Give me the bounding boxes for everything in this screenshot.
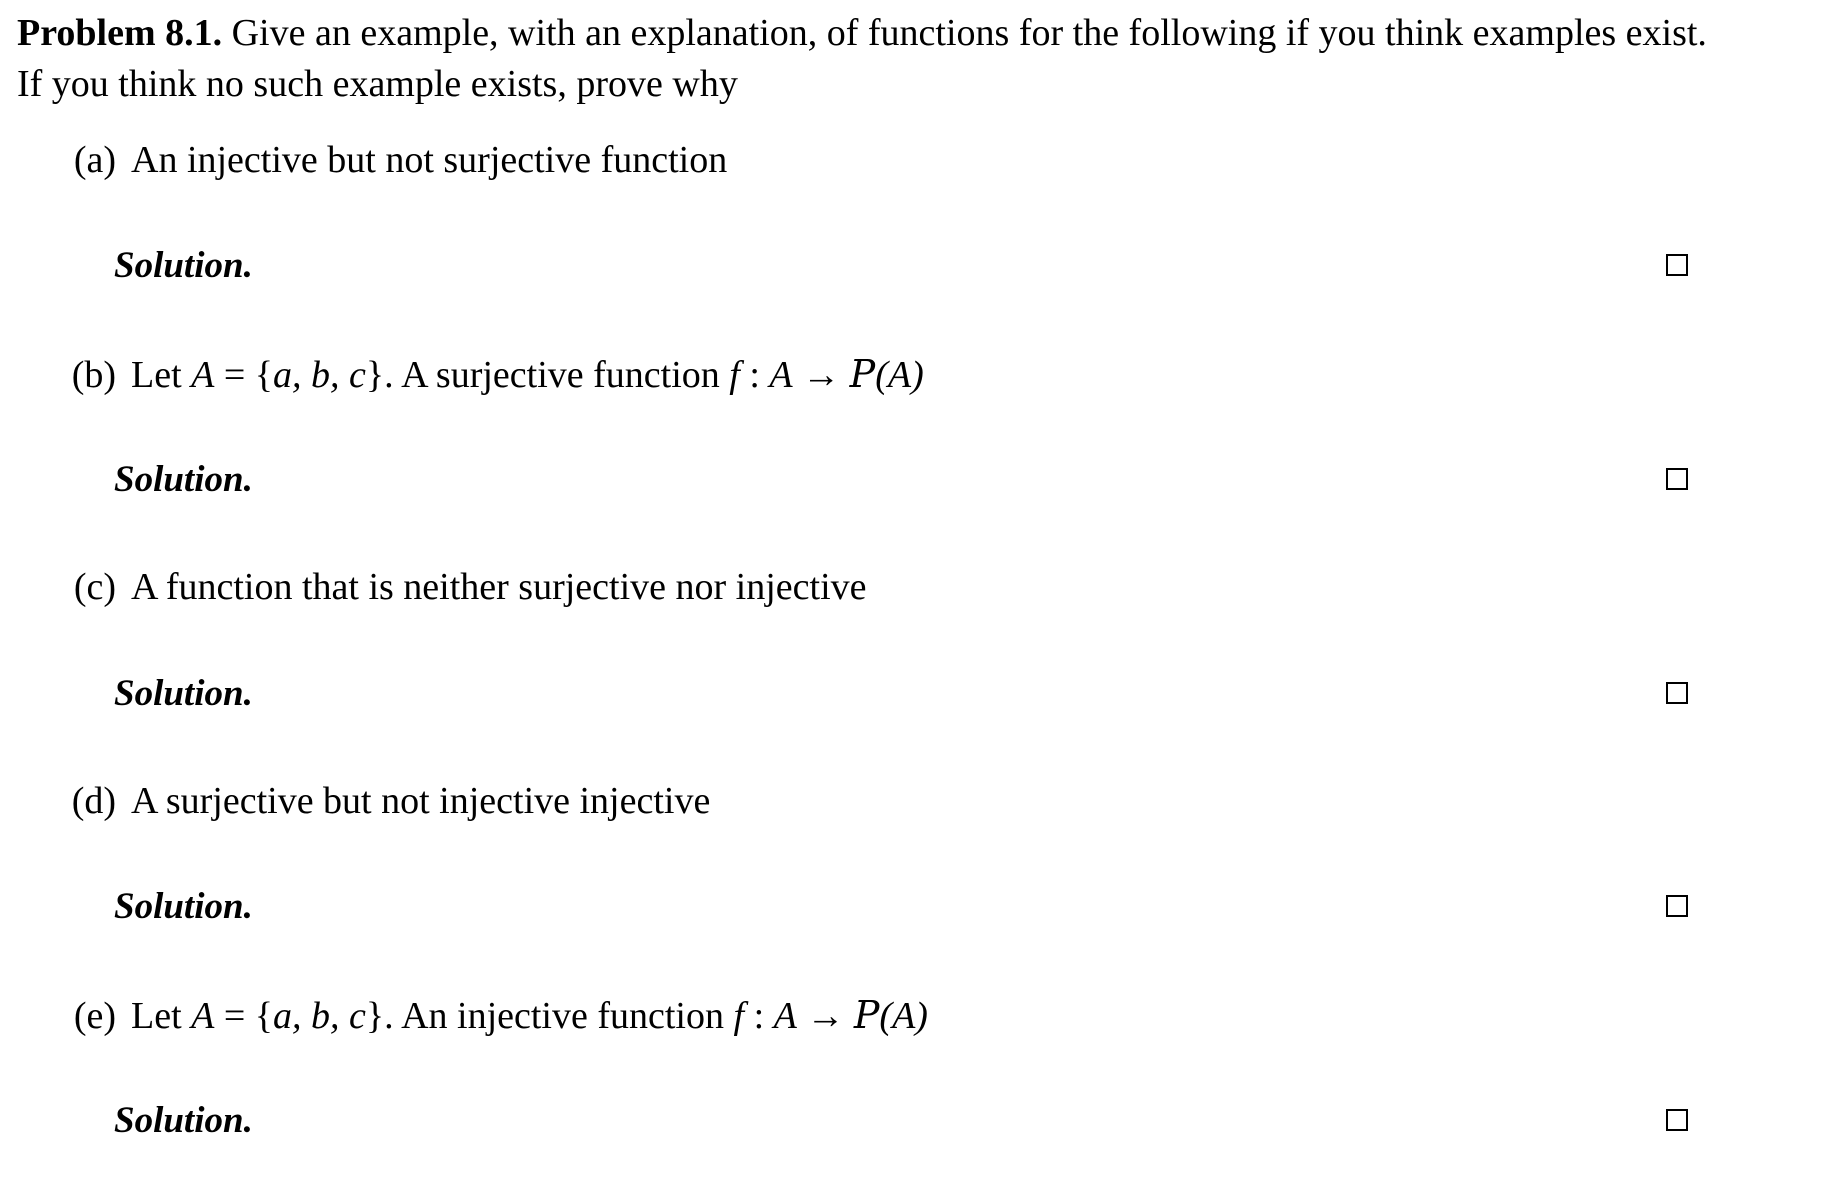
part-e-solution-label: Solution.	[114, 1100, 253, 1141]
part-b-marker: (b)	[71, 354, 116, 396]
part-e-set-close: }.	[365, 995, 394, 1037]
part-e-marker: (e)	[73, 995, 116, 1037]
part-d-solution-label: Solution.	[114, 886, 253, 927]
part-d-qed-box	[1666, 895, 1688, 917]
part-b-set-open: {	[254, 354, 274, 396]
part-e-arrow: →	[806, 995, 845, 1037]
part-e-powerset-arg: (A)	[879, 995, 928, 1037]
part-c-marker: (c)	[73, 566, 116, 608]
part-b-eq: =	[223, 354, 246, 396]
part-e-set-open: {	[254, 995, 274, 1037]
part-b-elements: a, b, c	[273, 354, 366, 396]
part-b-powerset-arg: (A)	[875, 354, 924, 396]
part-b	[40, 350, 1440, 399]
part-a-text: An injective but not surjective function	[131, 139, 728, 181]
part-b-powerset: P	[849, 352, 876, 396]
part-c-text: A function that is neither surjective nor injective	[131, 566, 867, 608]
problem-statement	[17, 8, 1707, 110]
part-e-desc: An injective function	[401, 995, 724, 1037]
problem-text: Give an example, with an explanation, of functions for the following if you think examples exist. If you think no such example exists, prove why	[17, 12, 1707, 105]
part-b-qed-box	[1666, 468, 1688, 490]
part-d	[40, 777, 1440, 825]
part-b-colon: :	[749, 354, 760, 396]
part-b-set-var: A	[191, 354, 215, 396]
part-e-powerset: P	[853, 993, 880, 1037]
part-e-prefix: Let	[131, 995, 182, 1037]
part-b-solution-label: Solution.	[114, 459, 253, 500]
part-c-solution-label: Solution.	[114, 673, 253, 714]
part-b-domain: A	[769, 354, 793, 396]
part-a-qed-box	[1666, 254, 1688, 276]
part-a-solution-label: Solution.	[114, 245, 253, 286]
part-c-qed-box	[1666, 682, 1688, 704]
part-e-qed-box	[1666, 1109, 1688, 1131]
part-e	[40, 991, 1440, 1040]
part-c	[40, 563, 1440, 611]
part-a	[40, 136, 1440, 184]
problem-label: Problem 8.1.	[17, 12, 223, 54]
part-e-eq: =	[223, 995, 246, 1037]
part-e-domain: A	[773, 995, 797, 1037]
part-d-text: A surjective but not injective injective	[131, 780, 711, 822]
part-b-arrow: →	[802, 354, 841, 396]
part-e-set-var: A	[191, 995, 215, 1037]
part-a-marker: (a)	[73, 139, 116, 181]
part-e-elements: a, b, c	[273, 995, 366, 1037]
part-b-prefix: Let	[131, 354, 182, 396]
part-d-marker: (d)	[71, 780, 116, 822]
part-e-func: f	[733, 995, 745, 1037]
part-b-set-close: }.	[365, 354, 394, 396]
part-e-colon: :	[753, 995, 765, 1037]
part-b-desc: A surjective function	[401, 354, 720, 396]
part-b-func: f	[729, 354, 740, 396]
